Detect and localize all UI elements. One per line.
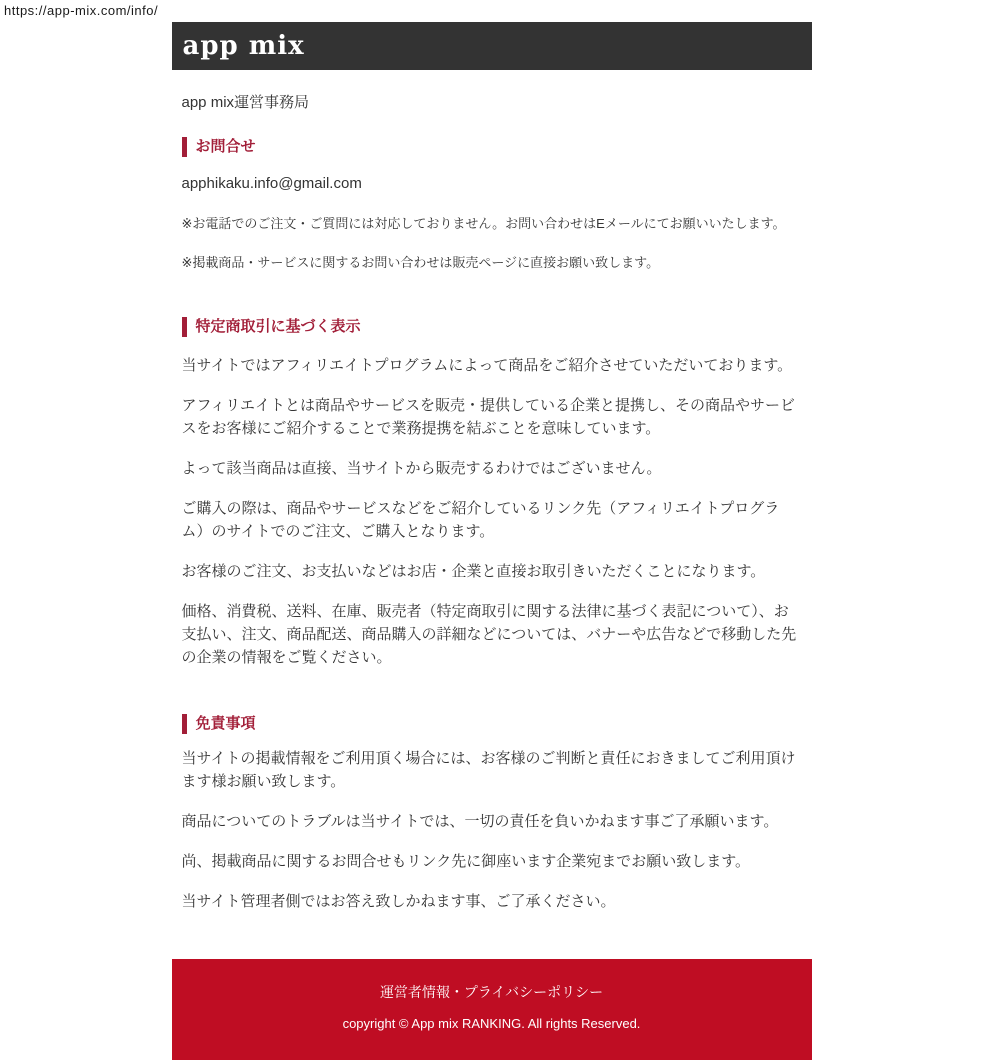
main-content (172, 93, 812, 913)
contact-email-text: apphikaku.info@gmail.com (181, 175, 362, 192)
site-footer (172, 959, 812, 1060)
site-header (172, 22, 812, 70)
site-title: app mix (182, 31, 305, 61)
tokushoho-paragraph: 当サイトではアフィリエイトプログラムによって商品をご紹介させていただいております。 (181, 357, 793, 374)
disclaimer-paragraph: 商品についてのトラブルは当サイトでは、一切の責任を負いかねます事ご了承願います。 (181, 813, 779, 830)
tokushoho-paragraph: 価格、消費税、送料、在庫、販売者（特定商取引に関する法律に基づく表記について）、お支払い、注文、商品配送、商品購入の詳細などについては、バナーや広告などで移動した先の企業の情報をご覧ください。 (181, 603, 797, 666)
tokushoho-paragraph: よって該当商品は直接、当サイトから販売するわけではございません。 (181, 460, 662, 477)
browser-url-text: https://app-mix.com/info/ (4, 3, 159, 18)
contact-section-heading: お問合せ (182, 137, 802, 157)
disclaimer-paragraph: 尚、掲載商品に関するお問合せもリンク先に御座います企業宛までお願い致します。 (181, 853, 751, 870)
tokushoho-paragraph: アフィリエイトとは商品やサービスを販売・提供している企業と提携し、その商品やサービスをお客様にご紹介することで業務提携を結ぶことを意味しています。 (181, 397, 796, 437)
tokushoho-paragraph: ご購入の際は、商品やサービスなどをご紹介しているリンク先（アフィリエイトプログラム）のサイトでのご注文、ご購入となります。 (181, 500, 780, 540)
disclaimer-paragraph: 当サイトの掲載情報をご利用頂く場合には、お客様のご判断と責任におきましてご利用頂けます様お願い致します。 (181, 750, 796, 790)
contact-note: ※掲載商品・サービスに関するお問い合わせは販売ページに直接お願い致します。 (181, 255, 660, 270)
operator-name-text: app mix運営事務局 (181, 94, 310, 111)
tokushoho-section-heading: 特定商取引に基づく表示 (182, 317, 802, 337)
disclaimer-section-heading: 免責事項 (182, 714, 802, 734)
footer-privacy-policy-link[interactable]: 運営者情報・プライバシーポリシー (379, 984, 604, 1000)
tokushoho-paragraph: お客様のご注文、お支払いなどはお店・企業と直接お取引きいただくことになります。 (181, 563, 766, 580)
contact-note: ※お電話でのご注文・ご質問には対応しておりません。お問い合わせはEメールにてお願いいたします。 (181, 216, 786, 231)
disclaimer-paragraph: 当サイト管理者側ではお答え致しかねます事、ご了承ください。 (181, 893, 616, 910)
footer-copyright-text: copyright © App mix RANKING. All rights Reserved. (342, 1016, 641, 1031)
page-column (172, 22, 812, 1060)
